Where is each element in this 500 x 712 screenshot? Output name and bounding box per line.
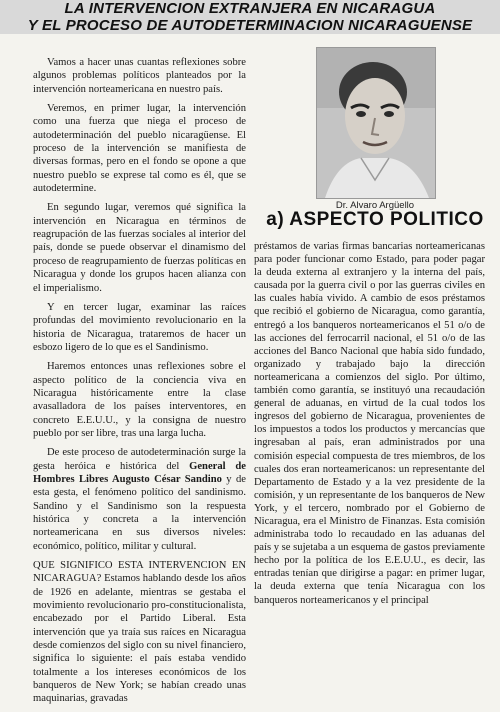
- paragraph-6-start: De este proceso de autodeterminación surge la gesta heróica e histórica del: [33, 447, 246, 472]
- paragraph-6-end: y de esta gesta, el fenómeno político del sandinismo. Sandino y el Sandinismo son la respuesta histórica y concreta a la intervención norteamericana en sus diversos niveles: económico, político, militar y cultural.: [33, 473, 246, 552]
- article-title-line-1: LA INTERVENCION EXTRANJERA EN NICARAGUA: [64, 0, 436, 17]
- paragraph-6: [33, 446, 246, 553]
- section-heading: a) ASPECTO POLITICO: [266, 209, 484, 230]
- left-column: [33, 56, 246, 712]
- portrait-photo: [316, 47, 436, 199]
- title-band: [0, 0, 500, 34]
- photo-caption: Dr. Alvaro Argüello: [335, 200, 415, 211]
- sandino-bold-name: General de Hombres Libres Augusto César Sandino: [33, 460, 246, 485]
- article-title-line-2: Y EL PROCESO DE AUTODETERMINACION NICARAGUENSE: [27, 17, 473, 34]
- right-column: [254, 240, 485, 607]
- paragraph-5: Haremos entonces unas reflexiones sobre el aspecto político de la conciencia viva en Nicaragua históricamente entre la clase avasalladora de los países interventores, en concreto E.E.U.U., y la consigna de nuestro pueblo por ser libre, tras una larga lucha.: [33, 361, 246, 439]
- paragraph-4: Y en tercer lugar, examinar las raíces profundas del movimiento revolucionario en la historia de Nicaragua, trataremos de hacer un esbozo ligero de lo que es el Sandinismo.: [33, 301, 246, 353]
- paragraph-7: QUE SIGNIFICO ESTA INTERVENCION EN NICARAGUA? Estamos hablando desde los años de 1926 en adelante, mientras se gestaba el movimiento revolucionario pro-constitucionalista, encabezado por el Partido Liberal. Esta intervención que ya traía sus raíces en Nicaragua desde comienzos del siglo con su nivel financiero, significa lo siguiente: el país estaba vendido totalmente a los intereses económicos de los banqueros de New York; se habían creado unas maquinarias, gravadas: [33, 560, 246, 705]
- portrait-illustration: [317, 48, 435, 198]
- paragraph-3: En segundo lugar, veremos qué significa la intervención en Nicaragua en términos de reagrupación de las fuerzas sociales al interior del país, donde se puede observar el dinamismo del proceso de reagrupamiento de fuerzas políticas en Nicaragua y donde los grupos hacen alianza con el imperialismo.: [33, 202, 246, 294]
- paragraph-2: Veremos, en primer lugar, la intervención como una fuerza que niega el proceso de autodeterminación del pueblo nicaragüense. El proceso de la intervención se manifiesta de diversas formas, pero en el fondo se opone a que nuestro pueblo se exprese tal como es él, que se autodetermine.: [33, 103, 246, 195]
- right-column-paragraph: préstamos de varias firmas bancarias norteamericanas para poder funcionar como Estado, para poder pagar la deuda externa al extranjero y la interna del país, causada por la guerra civil o por las guerras civiles en las cuales había vivido. A cambio de esos préstamos que recibió el gobierno de Nicaragua, como garantía, entregó a los banqueros norteamericanos el 51 o/o de las acciones del ferrocarril nacional, el 51 o/o de las acciones del Banco Nacional que había sido fundado, organizado y trabajado bajo la dirección norteamericana a comienzos del siglo. Por último, también como garantía, se instituyó una recaudación general de aduanas, en virtud de la cual todos los ingresos del gobierno de Nicaragua, provenientes de los impuestos a todos los productos y mercancías que ingresaban al país, eran administrados por una comisión especial compuesta de tres miembros, de los cuales dos eran norteamericanos: un representante del Departamento de Estado y a la vez presidente de la comisión, y un representante de los banqueros de New York, y el tercero, nombrado por el Gobierno de Nicaragua, era el Ministro de Finanzas. Esta comisión administraba todo lo recaudado en las aduanas del país y se sujetaba a un esquema de gastos previamente hecho por la política de los E.E.U.U., es decir, las entradas tenían que dirigirse a pagar: en primer lugar, la deuda externa que tenía Nicaragua con los banqueros norteamericanos y el principal: [254, 241, 485, 606]
- paragraph-1: Vamos a hacer unas cuantas reflexiones sobre algunos problemas políticos planteados por la intervención norteamericana en nuestro país.: [33, 57, 246, 95]
